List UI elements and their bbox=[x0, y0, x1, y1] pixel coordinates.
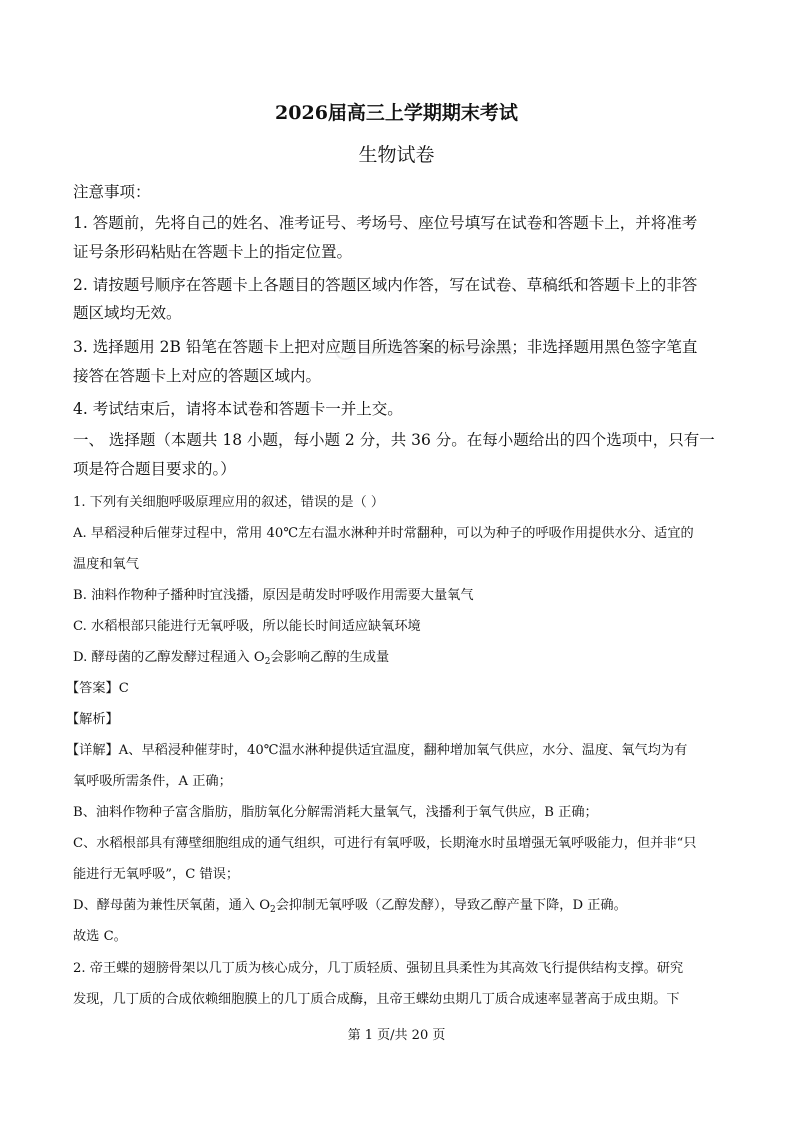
notice-item-3-line-1: 3. 选择题用 2B 铅笔在答题卡上把对应题目所选答案的标号涂黑；非选择题用黑色签字笔直 bbox=[73, 338, 698, 356]
section-heading-line-1: 一、 选择题（本题共 18 小题，每小题 2 分，共 36 分。在每小题给出的四个选项中，只有一 bbox=[73, 431, 715, 449]
detail-line-1: 【详解】A、早稻浸种催芽时，40℃温水淋种提供适宜温度，翻种增加氧气供应，水分、温度、氧气均为有 bbox=[66, 743, 688, 758]
notice-heading: 注意事项： bbox=[73, 183, 151, 201]
page-title: 2026届高三上学期期末考试 bbox=[275, 102, 518, 124]
notice-item-3-line-2: 接答在答题卡上对应的答题区域内。 bbox=[73, 367, 322, 385]
notice-item-4: 4. 考试结束后，请将本试卷和答题卡一并上交。 bbox=[73, 400, 403, 418]
analysis-label: 【解析】 bbox=[66, 712, 119, 727]
question-2-line-2: 发现，几丁质的合成依赖细胞膜上的几丁质合成酶，且帝王蝶幼虫期几丁质合成速率显著高于成虫期。下 bbox=[73, 992, 680, 1007]
notice-item-1-line-2: 证号条形码粘贴在答题卡上的指定位置。 bbox=[73, 243, 353, 261]
detail-line-4: C、水稻根部具有薄壁细胞组成的通气组织，可进行有氧呼吸，长期淹水时虽增强无氧呼吸能力，但并非“只 bbox=[73, 836, 697, 851]
question-1-option-c: C. 水稻根部只能进行无氧呼吸，所以能长时间适应缺氧环境 bbox=[73, 619, 421, 634]
question-1-option-a-line-1: A. 早稻浸种后催芽过程中，常用 40℃左右温水淋种并时常翻种，可以为种子的呼吸作用提供水分、适宜的 bbox=[73, 526, 694, 541]
detail-line-2: 氧呼吸所需条件，A 正确； bbox=[73, 774, 232, 789]
detail-line-3: B、油料作物种子富含脂肪，脂肪氧化分解需消耗大量氧气，浅播利于氧气供应，B 正确； bbox=[73, 805, 598, 820]
section-heading-line-2: 项是符合题目要求的。） bbox=[73, 460, 236, 478]
answer-label: 【答案】C bbox=[66, 681, 129, 696]
notice-item-1-line-1: 1. 答题前，先将自己的姓名、准考证号、考场号、座位号填写在试卷和答题卡上，并将准考 bbox=[73, 214, 698, 232]
question-1-option-a-line-2: 温度和氧气 bbox=[73, 557, 139, 572]
conclusion: 故选 C。 bbox=[73, 929, 127, 944]
question-1-stem: 1. 下列有关细胞呼吸原理应用的叙述，错误的是（ ） bbox=[73, 495, 385, 510]
notice-item-2-line-1: 2. 请按题号顺序在答题卡上各题目的答题区域内作答，写在试卷、草稿纸和答题卡上的非答 bbox=[73, 276, 698, 294]
page-subtitle: 生物试卷 bbox=[358, 144, 435, 166]
detail-line-5: 能进行无氧呼吸”，C 错误； bbox=[73, 867, 240, 882]
page-footer: 第 1 页/共 20 页 bbox=[347, 1028, 446, 1043]
question-1-option-b: B. 油料作物种子播种时宜浅播，原因是萌发时呼吸作用需要大量氧气 bbox=[73, 588, 474, 603]
question-1-option-d: D. 酵母菌的乙醇发酵过程通入 $O_2$会影响乙醇的生成量 bbox=[73, 650, 390, 665]
detail-line-6: D、酵母菌为兼性厌氧菌，通入 $O_2$会抑制无氧呼吸（乙醇发酵），导致乙醇产量下降，D 正确。 bbox=[73, 898, 627, 913]
question-2-line-1: 2. 帝王蝶的翅膀骨架以几丁质为核心成分，几丁质轻质、强韧且具柔性为其高效飞行提供结构支撑。研究 bbox=[73, 961, 684, 976]
notice-item-2-line-2: 题区域均无效。 bbox=[73, 304, 182, 322]
